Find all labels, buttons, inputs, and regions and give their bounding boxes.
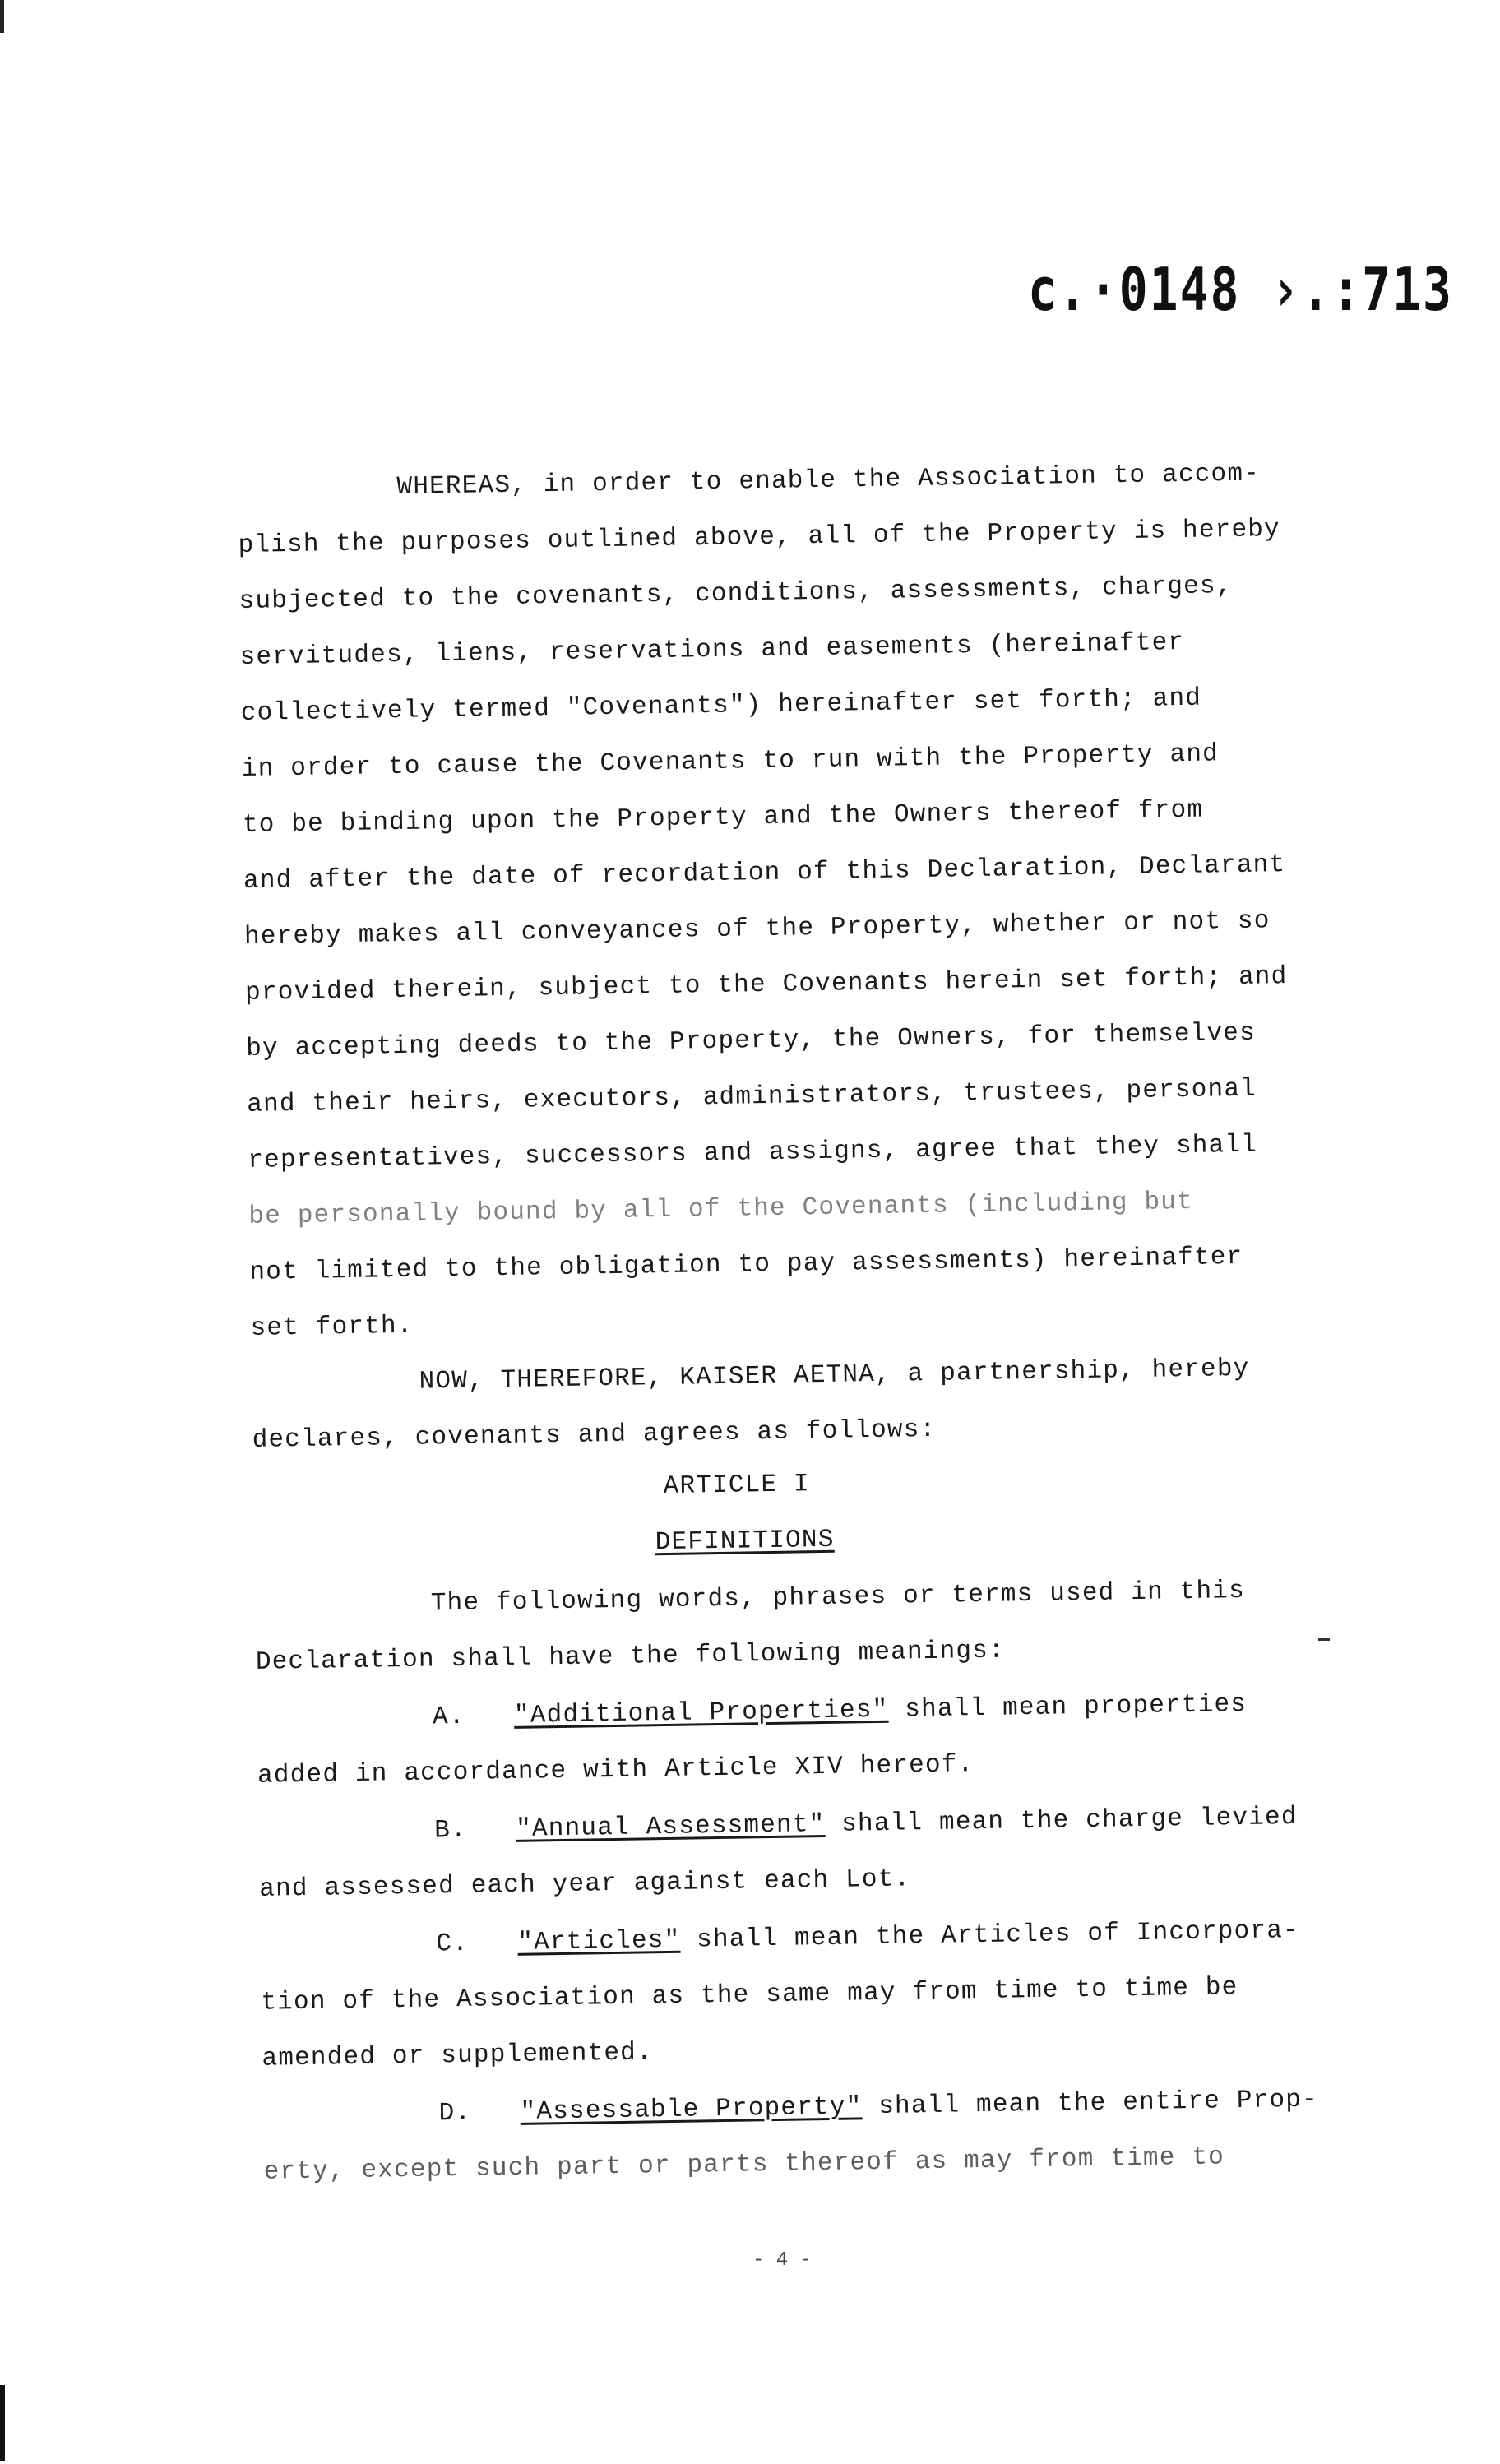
whereas-line: representatives, successors and assigns, agree that they shall <box>248 1130 1258 1175</box>
definition-text: shall mean properties <box>888 1689 1248 1725</box>
definition-letter: C. <box>436 1929 470 1959</box>
definition-d <box>438 2087 1318 2127</box>
whereas-line: by accepting deeds to the Property, the Owners, for themselves <box>245 1018 1257 1063</box>
whereas-line: WHEREAS, in order to enable the Association to accom- <box>396 459 1261 502</box>
definition-letter: A. <box>432 1702 465 1732</box>
article-number: ARTICLE I <box>663 1470 811 1502</box>
definition-b <box>433 1802 1298 1846</box>
definition-term: "Assessable Property" <box>520 2092 863 2127</box>
definitions-intro-line: Declaration shall have the following meanings: <box>255 1636 1006 1677</box>
margin-dash <box>1318 1638 1330 1641</box>
whereas-line: be personally bound by all of the Covenants (including but <box>248 1187 1194 1231</box>
now-therefore-line: NOW, THEREFORE, KAISER AETNA, a partnership, hereby <box>419 1354 1250 1396</box>
whereas-line: plish the purposes outlined above, all of the Property is hereby <box>238 515 1281 561</box>
definition-letter: D. <box>438 2098 472 2128</box>
article-title: DEFINITIONS <box>655 1525 835 1558</box>
page-footer: - 4 - <box>752 2249 812 2272</box>
whereas-line: set forth. <box>250 1311 414 1343</box>
definition-a <box>432 1689 1248 1732</box>
definition-continuation: and assessed each year against each Lot. <box>259 1864 911 1904</box>
whereas-line: hereby makes all conveyances of the Property, whether or not so <box>243 906 1271 952</box>
definition-continuation: added in accordance with Article XIV hereof. <box>257 1750 975 1790</box>
definition-continuation: erty, except such part or parts thereof as may from time to <box>263 2142 1225 2187</box>
whereas-line: subjected to the covenants, conditions, assessments, charges, <box>238 572 1233 617</box>
definitions-intro-line: The following words, phrases or terms used in this <box>430 1576 1246 1619</box>
definition-continuation: tion of the Association as the same may from time to time be <box>261 1973 1238 2017</box>
recording-page-number: c.·0148 ›.:713 <box>1028 254 1453 325</box>
whereas-line: not limited to the obligation to pay assessments) hereinafter <box>249 1242 1243 1287</box>
whereas-line: and their heirs, executors, administrators, trustees, personal <box>247 1074 1257 1119</box>
whereas-line: to be binding upon the Property and the Owners thereof from <box>242 795 1204 840</box>
definition-text: shall mean the entire Prop- <box>862 2085 1319 2122</box>
now-therefore-line: declares, covenants and agrees as follows: <box>252 1415 937 1455</box>
definition-term: "Articles" <box>517 1925 681 1957</box>
whereas-line: servitudes, liens, reservations and easements (hereinafter <box>239 628 1185 672</box>
whereas-line: and after the date of recordation of this Declaration, Declarant <box>243 850 1286 896</box>
definition-continuation: amended or supplemented. <box>262 2038 654 2073</box>
definition-c <box>436 1915 1300 1959</box>
scan-edge-mark <box>0 2385 5 2461</box>
definition-text: shall mean the Articles of Incorpora- <box>680 1915 1300 1955</box>
whereas-line: in order to cause the Covenants to run with the Property and <box>241 739 1220 784</box>
whereas-line: collectively termed "Covenants") hereinafter set forth; and <box>240 683 1202 728</box>
definition-letter: B. <box>433 1815 468 1846</box>
definition-text: shall mean the charge levied <box>825 1802 1298 1839</box>
definition-term: "Additional Properties" <box>513 1695 889 1730</box>
whereas-line: provided therein, subject to the Covenants herein set forth; and <box>244 962 1288 1007</box>
definition-term: "Annual Assessment" <box>515 1810 826 1844</box>
